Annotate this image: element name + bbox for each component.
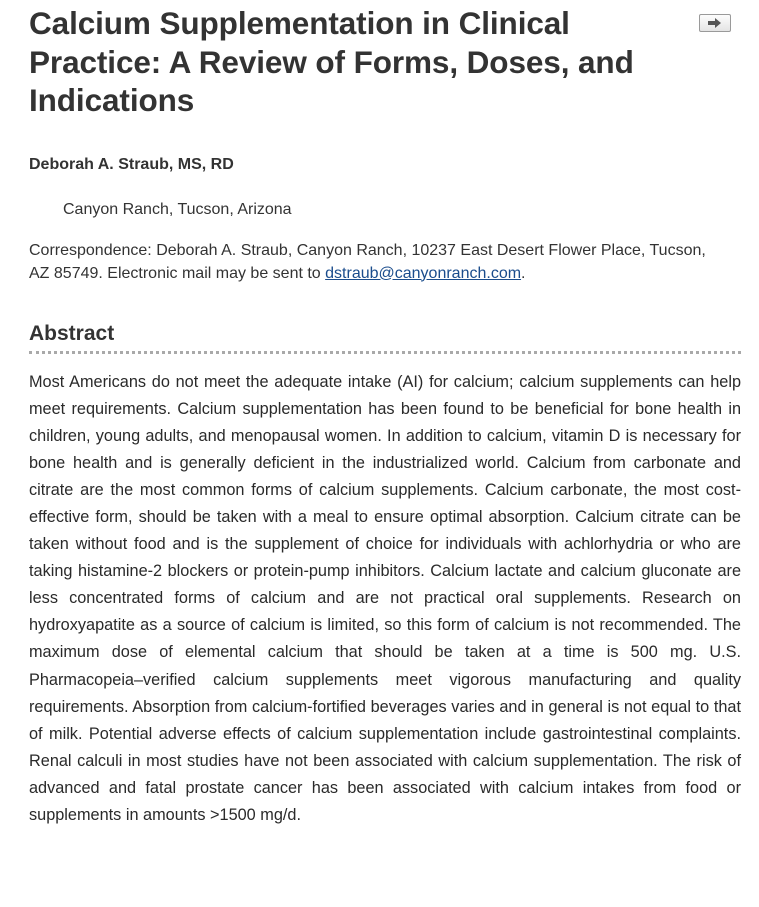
article-title: Calcium Supplementation in Clinical Practice: A Review of Forms, Doses, and Indications [29, 5, 634, 118]
correspondence [29, 240, 729, 285]
abstract-body: Most Americans do not meet the adequate intake (AI) for calcium; calcium supplements can help meet requirements. Calcium supplementation has been found to be beneficial for bone health in children, young adults, and menopausal women. In addition to calcium, vitamin D is necessary for bone health and is generally deficient in the industrialized world. Calcium from carbonate and citrate are the most common forms of calcium supplements. Calcium carbonate, the most cost-effective form, should be taken with a meal to ensure optimal absorption. Calcium citrate can be taken without food and is the supplement of choice for individuals with achlorhydria or who are taking histamine-2 blockers or protein-pump inhibitors. Calcium lactate and calcium gluconate are less concentrated forms of calcium and are not practical oral supplements. Research on hydroxyapatite as a source of calcium is limited, so this form of calcium is not recommended. The maximum dose of elemental calcium that should be taken at a time is 500 mg. U.S. Pharmacopeia–verified calcium supplements meet vigorous manufacturing and quality requirements. Absorption from calcium-fortified beverages varies and in general is not equal to that of milk. Potential adverse effects of calcium supplementation include gastrointestinal complaints. Renal calculi in most studies have not been associated with calcium supplementation. The risk of advanced and fatal prostate cancer has been associated with calcium intakes from food or supplements in amounts >1500 mg/d. [29, 373, 741, 824]
arrow-right-icon [708, 18, 722, 28]
author-email-link[interactable]: dstraub@canyonranch.com [325, 264, 522, 282]
author-name: Deborah A. Straub, MS, RD [29, 156, 234, 173]
next-page-button[interactable] [699, 14, 731, 32]
correspondence-text: Correspondence: Deborah A. Straub, Canyon Ranch, 10237 East Desert Flower Place, Tucson, AZ 85749. Electronic mail may be sent to [29, 242, 706, 282]
abstract-heading: Abstract [29, 322, 741, 354]
correspondence-end: . [521, 264, 526, 282]
author-affiliation: Canyon Ranch, Tucson, Arizona [63, 201, 292, 218]
